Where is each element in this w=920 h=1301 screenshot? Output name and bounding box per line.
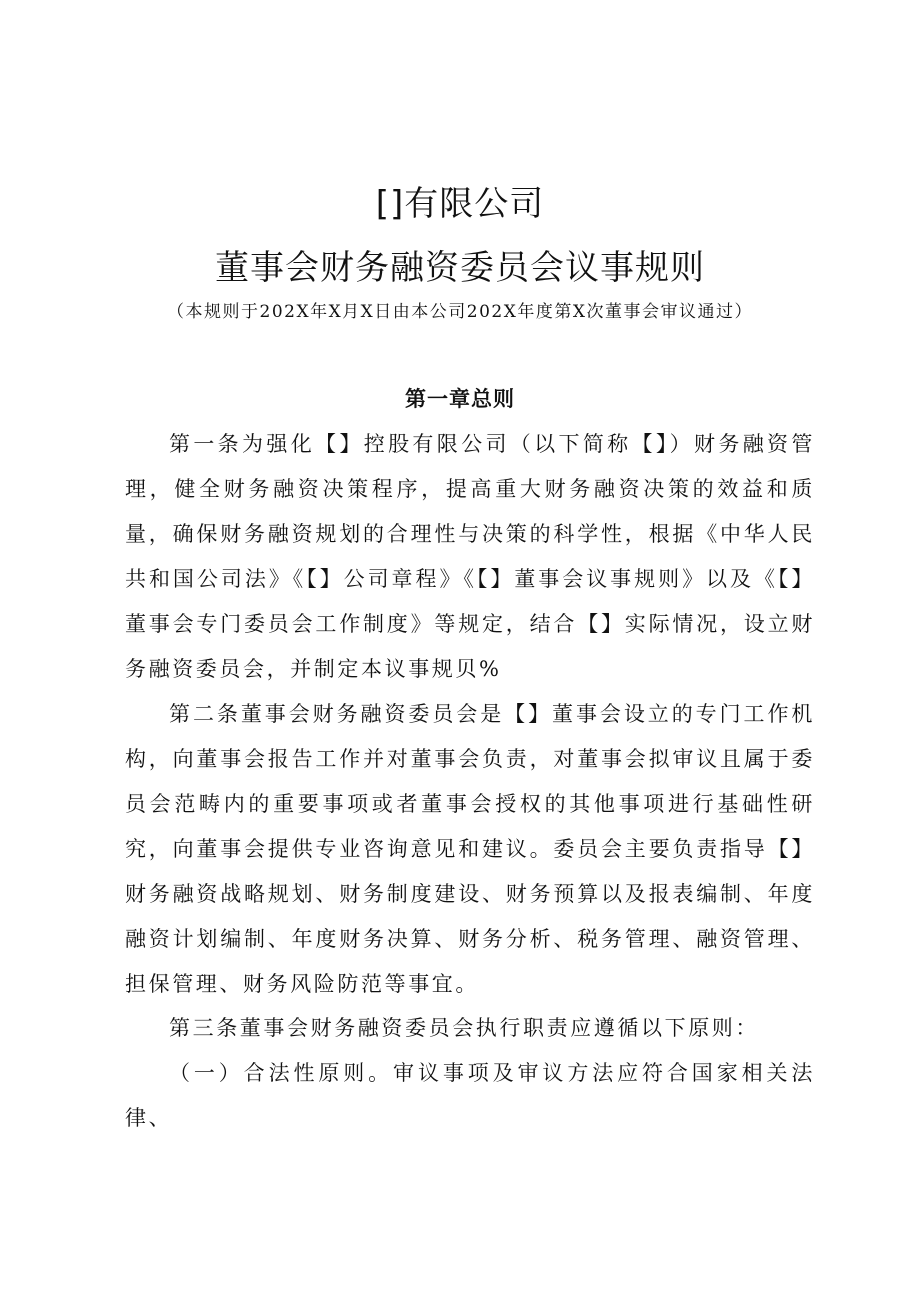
- company-name-title: []有限公司: [375, 184, 545, 224]
- chapter-heading: 第一章总则: [405, 387, 515, 411]
- article-3: [125, 1006, 815, 1051]
- paragraph: （一）合法性原则。审议事项及审议方法应符合国家相关法律、: [125, 1061, 815, 1130]
- article-2: [125, 692, 815, 1007]
- paragraph: 第二条董事会财务融资委员会是【】董事会设立的专门工作机构，向董事会报告工作并对董事会负责，对董事会拟审议且属于委员会范畴内的重要事项或者董事会授权的其他事项进行基础性研究，向董事会提供专业咨询意见和建议。委员会主要负责指导【】财务融资战略规划、财务制度建设、财务预算以及报表编制、年度融资计划编制、年度财务决算、财务分析、税务管理、融资管理、担保管理、财务风险防范等事宜。: [125, 702, 815, 996]
- paragraph: 第三条董事会财务融资委员会执行职责应遵循以下原则：: [169, 1016, 759, 1040]
- approval-note: （本规则于202X年X月X日由本公司202X年度第X次董事会审议通过）: [167, 302, 753, 322]
- rules-title: 董事会财务融资委员会议事规则: [215, 248, 705, 288]
- principle-1: [125, 1051, 815, 1141]
- paragraph: 第一条为强化【】控股有限公司（以下简称【】）财务融资管理，健全财务融资决策程序，提高重大财务融资决策的效益和质量，确保财务融资规划的合理性与决策的科学性，根据《中华人民共和国公司法》《【】公司章程》《【】董事会议事规则》以及《【】董事会专门委员会工作制度》等规定，结合【】实际情况，设立财务融资委员会，并制定本议事规贝%: [125, 432, 815, 681]
- article-1: [125, 422, 815, 692]
